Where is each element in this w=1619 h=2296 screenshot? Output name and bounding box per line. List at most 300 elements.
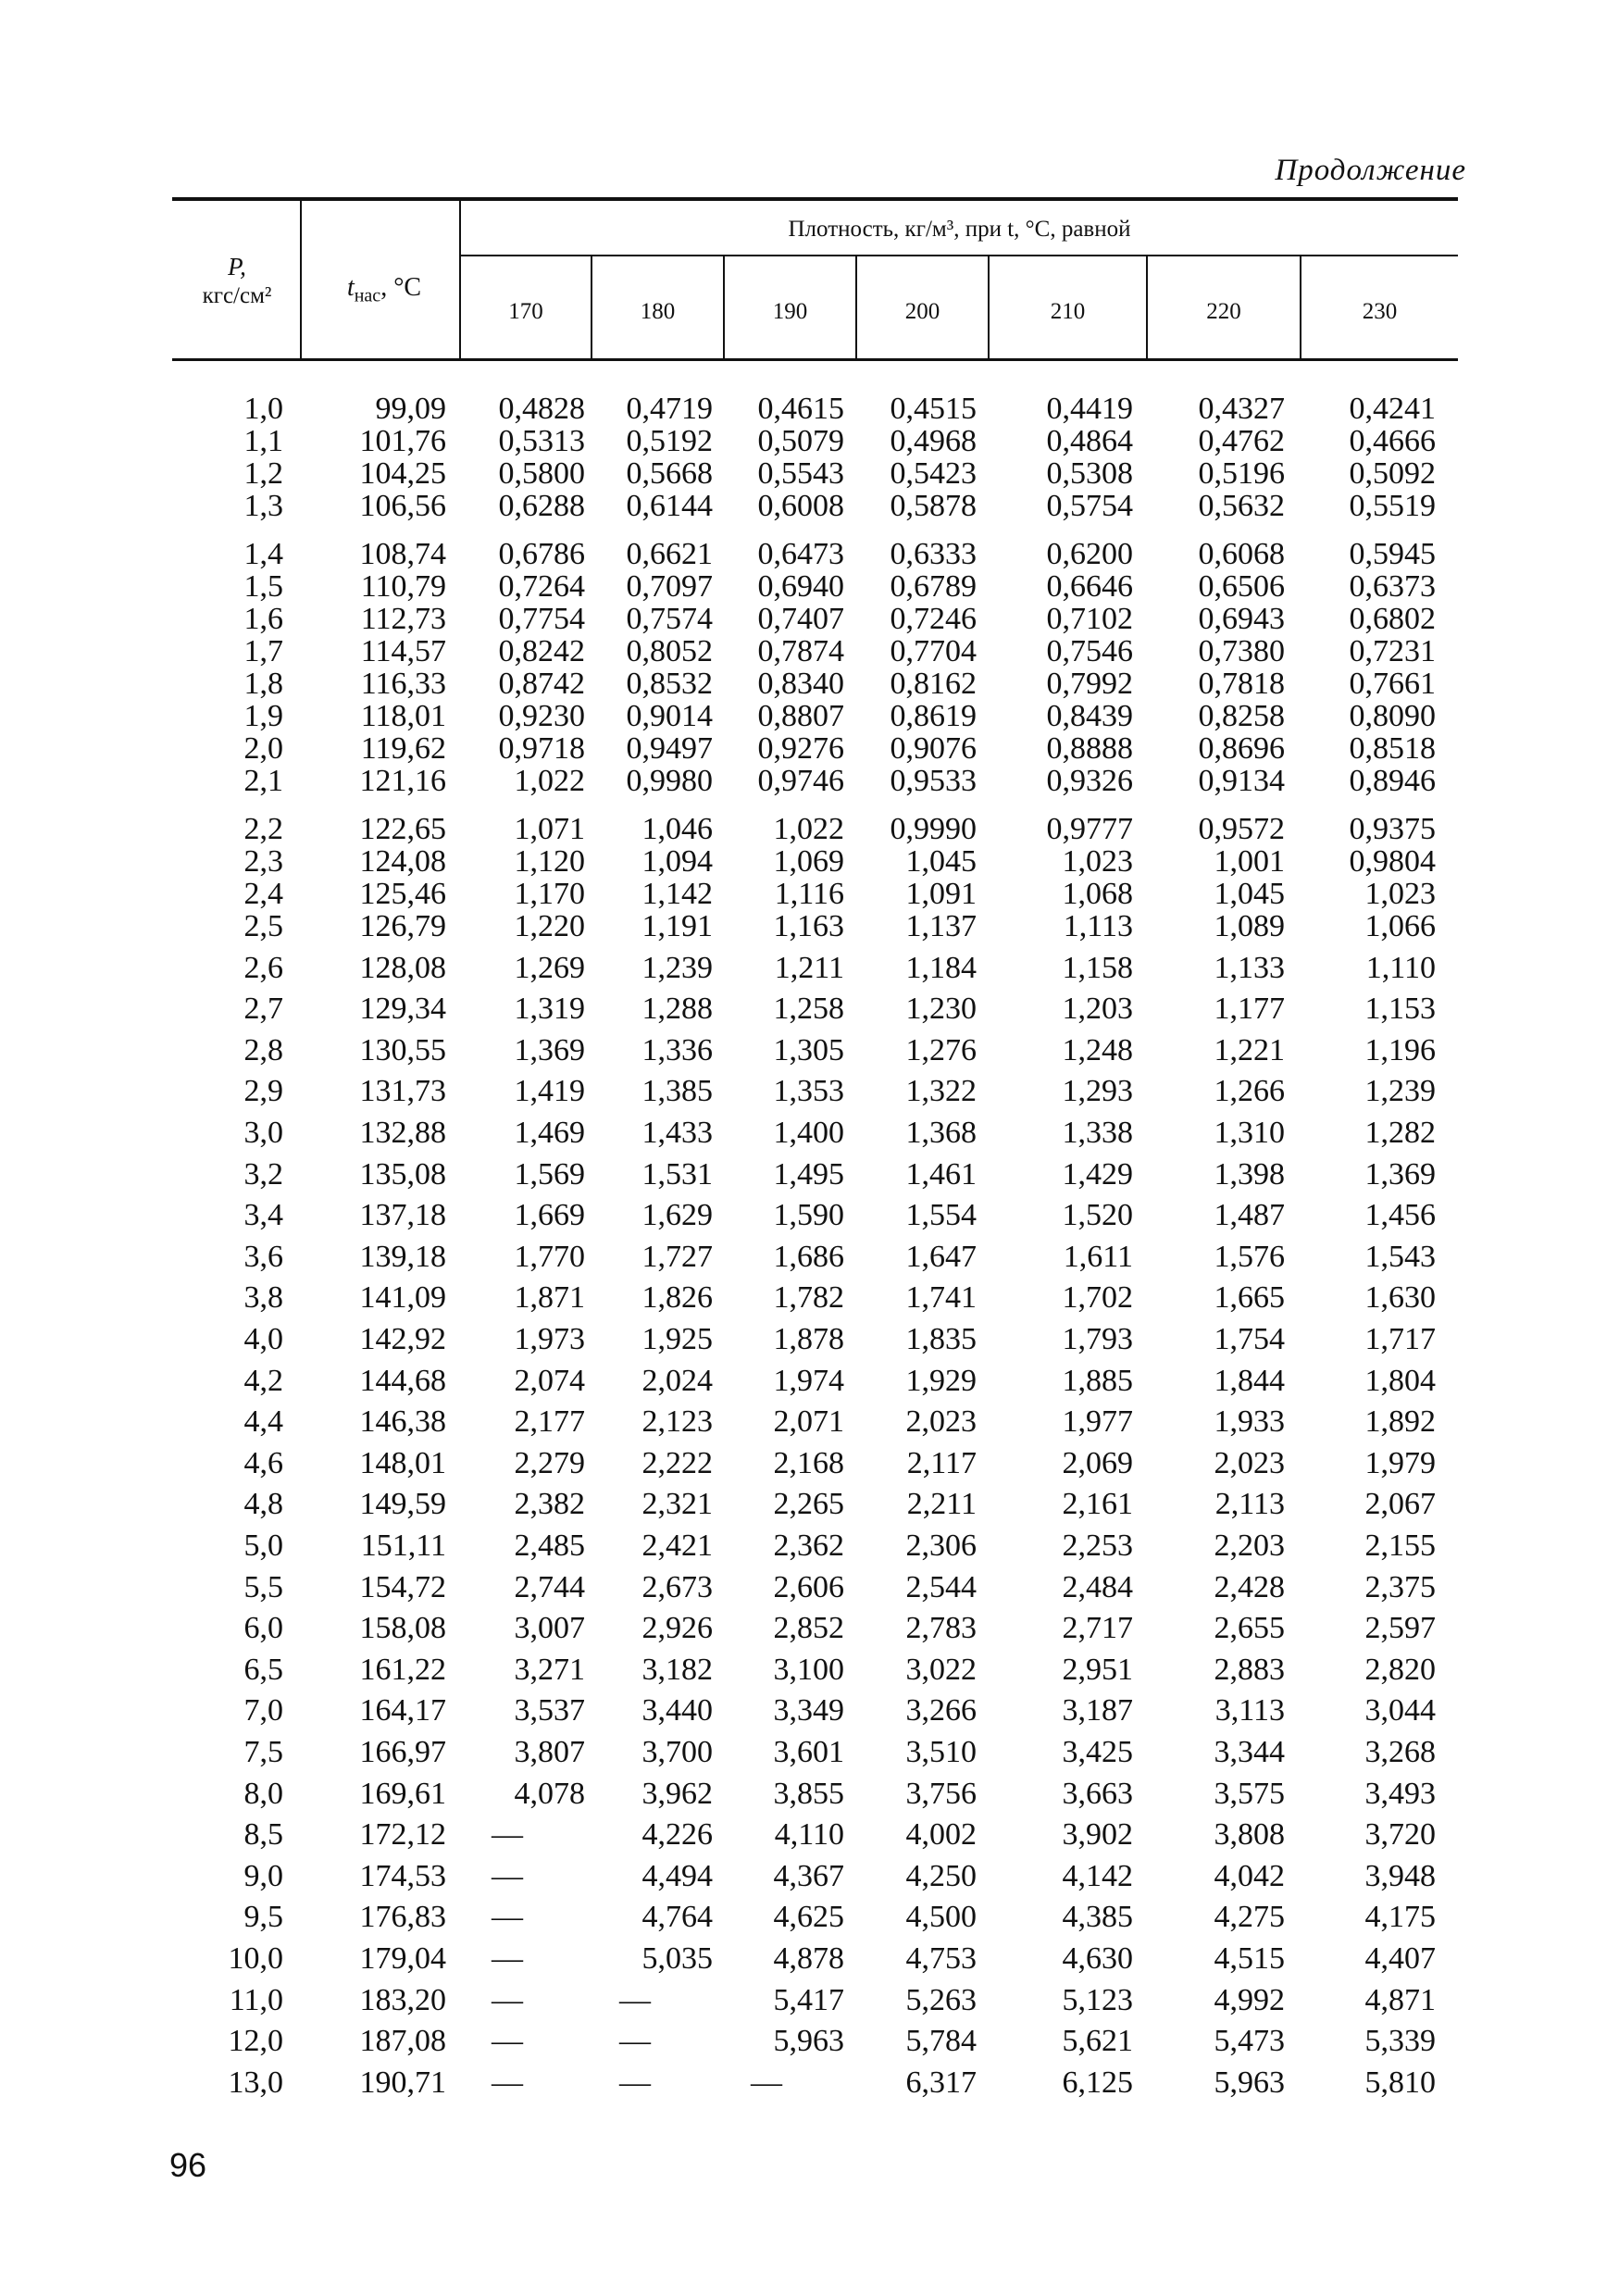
density-cell: 3,007 [514,1611,585,1646]
saturation-temp-cell: 144,68 [359,1363,446,1398]
saturation-temp-cell: 114,57 [360,634,446,668]
saturation-temp-cell: 121,16 [359,764,446,798]
density-cell: 0,9076 [890,731,977,766]
density-cell: 1,191 [641,909,713,943]
density-cell: 0,4666 [1349,424,1436,458]
density-cell: 0,5079 [757,424,844,458]
density-cell: 3,962 [641,1776,713,1811]
density-cell: 1,973 [514,1322,585,1356]
density-cell: 4,494 [641,1858,713,1893]
density-cell: 0,7661 [1349,667,1436,701]
density-cell: 4,385 [1062,1900,1133,1935]
density-cell: 2,023 [1214,1445,1285,1480]
density-cell: 1,433 [641,1116,713,1150]
table-top-rule [172,197,1458,201]
density-cell: 2,544 [905,1569,977,1604]
density-cell: 2,113 [1214,1487,1285,1522]
density-cell: 0,6943 [1198,602,1285,636]
density-cell: 3,855 [773,1776,844,1811]
table-row [172,1526,1458,1566]
density-cell: 1,892 [1364,1404,1436,1440]
pressure-cell: 1,1 [243,424,283,458]
density-cell: 0,5668 [626,456,713,491]
page-number: 96 [169,2146,207,2184]
density-cell: 1,369 [1364,1156,1436,1192]
density-cell: 6,317 [905,2065,977,2100]
density-cell: 1,153 [1364,992,1436,1027]
density-cell: 4,275 [1214,1900,1285,1935]
pressure-symbol: P, [228,253,246,281]
saturation-temp-cell: 190,71 [359,2065,446,2100]
density-cell: 1,543 [1364,1239,1436,1274]
density-cell: 3,182 [641,1652,713,1687]
density-cell: 0,4615 [757,392,844,426]
density-cell: 0,9990 [890,812,977,846]
density-cell: 1,702 [1062,1280,1133,1316]
density-cell: 1,091 [905,877,977,911]
temp-column-header: 210 [1050,299,1086,324]
saturation-temp-cell: 130,55 [359,1032,446,1067]
density-cell: 0,8518 [1349,731,1436,766]
density-cell: 0,6802 [1349,602,1436,636]
density-cell: 0,4327 [1198,392,1285,426]
pressure-cell: 4,4 [243,1404,283,1440]
saturation-temp-cell: 169,61 [359,1776,446,1811]
density-cell: 0,6621 [626,537,713,571]
density-cell: 0,5878 [890,489,977,523]
density-cell: 1,835 [905,1322,977,1356]
density-cell: 4,878 [773,1941,844,1976]
density-cell: 3,100 [773,1652,844,1687]
density-cell: 0,9980 [626,764,713,798]
density-cell: 1,110 [1365,950,1436,985]
density-cell: 4,871 [1364,1982,1436,2017]
density-cell: 0,7992 [1046,667,1133,701]
density-cell: 5,339 [1364,2024,1436,2059]
temp-symbol: t [346,273,355,302]
temp-column-header: 190 [772,299,808,324]
density-cell: 1,133 [1214,950,1285,985]
density-cell: 2,024 [641,1363,713,1398]
density-cell: 5,417 [773,1982,844,2017]
saturation-temp-cell: 158,08 [359,1611,446,1646]
density-cell: 0,7874 [757,634,844,668]
density-cell: 1,196 [1364,1032,1436,1067]
density-cell: — [492,2065,523,2100]
density-cell: 1,717 [1364,1322,1436,1356]
saturation-temp-cell: 174,53 [359,1858,446,1893]
density-cell: 1,398 [1214,1156,1285,1192]
density-cell: 3,510 [905,1735,977,1769]
density-cell: 2,382 [514,1487,585,1522]
density-cell: 4,407 [1364,1941,1436,1976]
pressure-cell: 8,5 [243,1817,283,1853]
density-cell: 1,885 [1062,1363,1133,1398]
saturation-temp-cell: 137,18 [359,1198,446,1233]
density-cell: 1,322 [905,1074,977,1109]
density-cell: 5,963 [1214,2065,1285,2100]
table-row [172,1484,1458,1525]
pressure-cell: 4,2 [243,1363,283,1398]
density-cell: 0,9718 [498,731,585,766]
density-cell: 1,977 [1062,1404,1133,1440]
density-cell: 3,807 [514,1735,585,1769]
density-cell: 0,8742 [498,667,585,701]
density-cell: 2,783 [905,1611,977,1646]
pressure-cell: 1,6 [243,602,283,636]
density-cell: 3,808 [1214,1817,1285,1853]
density-cell: 1,665 [1214,1280,1285,1316]
density-cell: 2,074 [514,1363,585,1398]
density-cell: 0,6789 [890,569,977,604]
saturation-temp-cell: 128,08 [359,950,446,985]
density-cell: 0,8242 [498,634,585,668]
temp-subscript: нас [354,285,381,306]
density-cell: 1,230 [905,992,977,1027]
density-cell: 1,793 [1062,1322,1133,1356]
density-cell: 1,647 [905,1239,977,1274]
density-cell: 0,8439 [1046,699,1133,733]
density-cell: 3,902 [1062,1817,1133,1853]
table-row [172,1650,1458,1691]
density-cell: 4,625 [773,1900,844,1935]
saturation-temp-cell: 139,18 [359,1239,446,1274]
density-cell: 3,440 [641,1693,713,1728]
density-cell: 1,184 [905,950,977,985]
density-cell: 4,367 [773,1858,844,1893]
density-cell: 0,7704 [890,634,977,668]
table-row [172,2021,1458,2062]
saturation-temp-cell: 104,25 [359,456,446,491]
density-cell: 0,4515 [890,392,977,426]
density-cell: 4,002 [905,1817,977,1853]
density-cell: 1,137 [905,909,977,943]
density-cell: 3,187 [1062,1693,1133,1728]
table-row [172,948,1458,989]
table-row [172,1732,1458,1773]
density-cell: 3,266 [905,1693,977,1728]
density-cell: 1,686 [773,1239,844,1274]
pressure-cell: 2,1 [243,764,283,798]
saturation-temp-cell: 118,01 [360,699,446,733]
table-row [172,2063,1458,2103]
density-cell: 0,5519 [1349,489,1436,523]
density-cell: 0,9230 [498,699,585,733]
pressure-cell: 12,0 [228,2024,283,2059]
density-cell: 0,5754 [1046,489,1133,523]
table-row [172,1030,1458,1071]
density-cell: 2,071 [773,1404,844,1440]
density-cell: 3,537 [514,1693,585,1728]
density-cell: 4,042 [1214,1858,1285,1893]
density-cell: 0,6373 [1349,569,1436,604]
density-cell: — [492,1900,523,1935]
density-cell: 0,7754 [498,602,585,636]
density-cell: 0,6144 [626,489,713,523]
density-cell: 2,321 [641,1487,713,1522]
density-cell: 0,7246 [890,602,977,636]
density-cell: 1,239 [641,950,713,985]
pressure-cell: 9,5 [243,1900,283,1935]
density-cell: 1,385 [641,1074,713,1109]
pressure-cell: 2,0 [243,731,283,766]
density-cell: 2,306 [905,1529,977,1563]
density-cell: 2,123 [641,1404,713,1440]
density-cell: 0,4419 [1046,392,1133,426]
table-row [172,486,1458,527]
density-cell: 1,925 [641,1322,713,1356]
density-cell: 0,4864 [1046,424,1133,458]
density-cell: 1,068 [1062,877,1133,911]
density-cell: 2,673 [641,1569,713,1604]
density-cell: 5,473 [1214,2024,1285,2059]
saturation-temp-cell: 99,09 [375,392,446,426]
density-cell: 0,7102 [1046,602,1133,636]
pressure-cell: 4,8 [243,1487,283,1522]
pressure-cell: 13,0 [228,2065,283,2100]
density-cell: 0,6786 [498,537,585,571]
density-cell: 0,5196 [1198,456,1285,491]
density-cell: 1,576 [1214,1239,1285,1274]
saturation-temp-cell: 101,76 [359,424,446,458]
density-cell: 1,871 [514,1280,585,1316]
table-row [172,1939,1458,1979]
density-cell: 1,469 [514,1116,585,1150]
density-cell: 3,113 [1214,1693,1285,1728]
pressure-cell: 2,3 [243,844,283,879]
saturation-temp-cell: 146,38 [359,1404,446,1440]
density-cell: 0,5800 [498,456,585,491]
density-cell: 1,094 [641,844,713,879]
density-cell: 1,045 [1214,877,1285,911]
pressure-cell: 1,9 [243,699,283,733]
density-cell: 0,5092 [1349,456,1436,491]
saturation-temp-cell: 154,72 [359,1569,446,1604]
density-cell: 1,630 [1364,1280,1436,1316]
density-cell: 0,7380 [1198,634,1285,668]
saturation-temp-cell: 183,20 [359,1982,446,2017]
pressure-cell: 10,0 [228,1941,283,1976]
density-cell: 4,226 [641,1817,713,1853]
pressure-cell: 2,5 [243,909,283,943]
density-cell: 1,069 [773,844,844,879]
density-cell: 1,089 [1214,909,1285,943]
density-cell: 1,113 [1063,909,1133,943]
saturation-temp-cell: 187,08 [359,2024,446,2059]
density-cell: 1,211 [774,950,844,985]
pressure-cell: 5,0 [243,1529,283,1563]
density-cell: 4,630 [1062,1941,1133,1976]
saturation-temp-cell: 108,74 [359,537,446,571]
pressure-cell: 1,2 [243,456,283,491]
density-cell: 2,744 [514,1569,585,1604]
density-cell: 1,754 [1214,1322,1285,1356]
density-cell: 1,400 [773,1116,844,1150]
density-cell: 2,023 [905,1404,977,1440]
density-cell: 0,9497 [626,731,713,766]
pressure-cell: 3,6 [243,1239,283,1274]
temp-column-header: 200 [904,299,940,324]
density-cell: 1,177 [1214,992,1285,1027]
pressure-cell: 2,4 [243,877,283,911]
density-cell: 2,421 [641,1529,713,1563]
saturation-temp-cell: 124,08 [359,844,446,879]
table-row [172,1856,1458,1897]
table-row [172,1237,1458,1278]
saturation-temp-cell: 172,12 [359,1817,446,1853]
density-cell: 3,271 [514,1652,585,1687]
density-cell: 0,9326 [1046,764,1133,798]
density-cell: 2,211 [906,1487,977,1522]
density-cell: 5,263 [905,1982,977,2017]
density-cell: 1,804 [1364,1363,1436,1398]
density-cell: 2,852 [773,1611,844,1646]
density-cell: 1,066 [1364,909,1436,943]
pressure-cell: 2,2 [243,812,283,846]
temp-column-header: 220 [1206,299,1241,324]
density-cell: 1,770 [514,1239,585,1274]
density-cell: 0,5192 [626,424,713,458]
pressure-cell: 1,7 [243,634,283,668]
density-cell: 0,6333 [890,537,977,571]
header-bottom-rule [172,358,1458,361]
density-cell: 1,554 [905,1198,977,1233]
density-cell: 0,7818 [1198,667,1285,701]
density-cell: 1,979 [1364,1445,1436,1480]
density-cell: 1,310 [1214,1116,1285,1150]
density-cell: — [619,2024,651,2059]
density-cell: 4,753 [905,1941,977,1976]
table-row [172,1113,1458,1154]
density-cell: 0,5945 [1349,537,1436,571]
density-cell: 1,456 [1364,1198,1436,1233]
density-cell: 1,782 [773,1280,844,1316]
temp-unit: , °C [380,273,422,302]
density-cell: 1,844 [1214,1363,1285,1398]
density-cell: 2,161 [1062,1487,1133,1522]
density-cell: 0,8696 [1198,731,1285,766]
density-cell: 2,606 [773,1569,844,1604]
density-cell: 1,248 [1062,1032,1133,1067]
saturation-temp-cell: 179,04 [359,1941,446,1976]
density-cell: 0,7231 [1349,634,1436,668]
density-cell: 2,820 [1364,1652,1436,1687]
density-cell: 1,158 [1062,950,1133,985]
density-cell: 5,963 [773,2024,844,2059]
density-cell: 0,4719 [626,392,713,426]
density-cell: 1,239 [1364,1074,1436,1109]
density-cell: — [619,2065,651,2100]
density-cell: 2,168 [773,1445,844,1480]
density-cell: 2,117 [906,1445,977,1480]
saturation-temp-cell: 122,65 [359,812,446,846]
density-cell: 1,669 [514,1198,585,1233]
density-cell: 0,4762 [1198,424,1285,458]
density-cell: 1,878 [773,1322,844,1356]
density-cell: 1,461 [905,1156,977,1192]
density-cell: 0,8052 [626,634,713,668]
density-cell: 2,717 [1062,1611,1133,1646]
density-cell: 1,495 [773,1156,844,1192]
saturation-temp-cell: 119,62 [360,731,446,766]
density-cell: 4,764 [641,1900,713,1935]
density-cell: 2,926 [641,1611,713,1646]
density-cell: 1,116 [774,877,844,911]
density-cell: 2,069 [1062,1445,1133,1480]
density-cell: 3,663 [1062,1776,1133,1811]
density-cell: 0,9804 [1349,844,1436,879]
density-cell: 0,6646 [1046,569,1133,604]
density-cell: 0,8619 [890,699,977,733]
table-row [172,1897,1458,1938]
density-cell: 1,046 [641,812,713,846]
density-cell: 6,125 [1062,2065,1133,2100]
density-cell: 0,8532 [626,667,713,701]
density-cell: — [492,2024,523,2059]
table-row [172,1071,1458,1112]
table-row [172,1980,1458,2021]
saturation-temp-cell: 149,59 [359,1487,446,1522]
density-cell: 2,655 [1214,1611,1285,1646]
saturation-temp-cell: 116,33 [360,667,446,701]
density-cell: 2,362 [773,1529,844,1563]
density-cell: 1,022 [773,812,844,846]
density-cell: 0,8258 [1198,699,1285,733]
saturation-temp-cell: 112,73 [360,602,446,636]
density-cell: 2,253 [1062,1529,1133,1563]
density-cell: 2,222 [641,1445,713,1480]
density-group-header: Плотность, кг/м³, при t, °C, равной [788,217,1131,242]
density-cell: 5,123 [1062,1982,1133,2017]
density-cell: 2,177 [514,1404,585,1440]
density-cell: 0,6506 [1198,569,1285,604]
density-cell: 0,6200 [1046,537,1133,571]
density-cell: 1,221 [1214,1032,1285,1067]
density-cell: — [492,1982,523,2017]
density-cell: 4,110 [774,1817,844,1853]
density-cell: 1,170 [514,877,585,911]
density-cell: 0,6068 [1198,537,1285,571]
density-cell: 0,9746 [757,764,844,798]
density-cell: 0,5423 [890,456,977,491]
density-cell: 5,810 [1364,2065,1436,2100]
pressure-cell: 1,4 [243,537,283,571]
density-cell: 2,203 [1214,1529,1285,1563]
density-cell: 1,023 [1364,877,1436,911]
density-cell: 3,044 [1364,1693,1436,1728]
density-cell: 4,250 [905,1858,977,1893]
density-cell: 4,992 [1214,1982,1285,2017]
density-cell: 0,8340 [757,667,844,701]
saturation-temp-cell: 125,46 [359,877,446,911]
density-cell: 0,7097 [626,569,713,604]
density-cell: 2,279 [514,1445,585,1480]
saturation-temp-header [305,273,463,307]
saturation-temp-cell: 110,79 [360,569,446,604]
density-cell: 0,9375 [1349,812,1436,846]
density-cell: 1,276 [905,1032,977,1067]
density-cell: 0,6940 [757,569,844,604]
pressure-cell: 3,0 [243,1116,283,1150]
density-cell: 1,487 [1214,1198,1285,1233]
saturation-temp-cell: 131,73 [359,1074,446,1109]
density-cell: 1,288 [641,992,713,1027]
density-cell: 1,203 [1062,992,1133,1027]
temp-column-header: 170 [508,299,543,324]
density-cell: 3,720 [1364,1817,1436,1853]
density-cell: 1,629 [641,1198,713,1233]
density-cell: 0,8162 [890,667,977,701]
